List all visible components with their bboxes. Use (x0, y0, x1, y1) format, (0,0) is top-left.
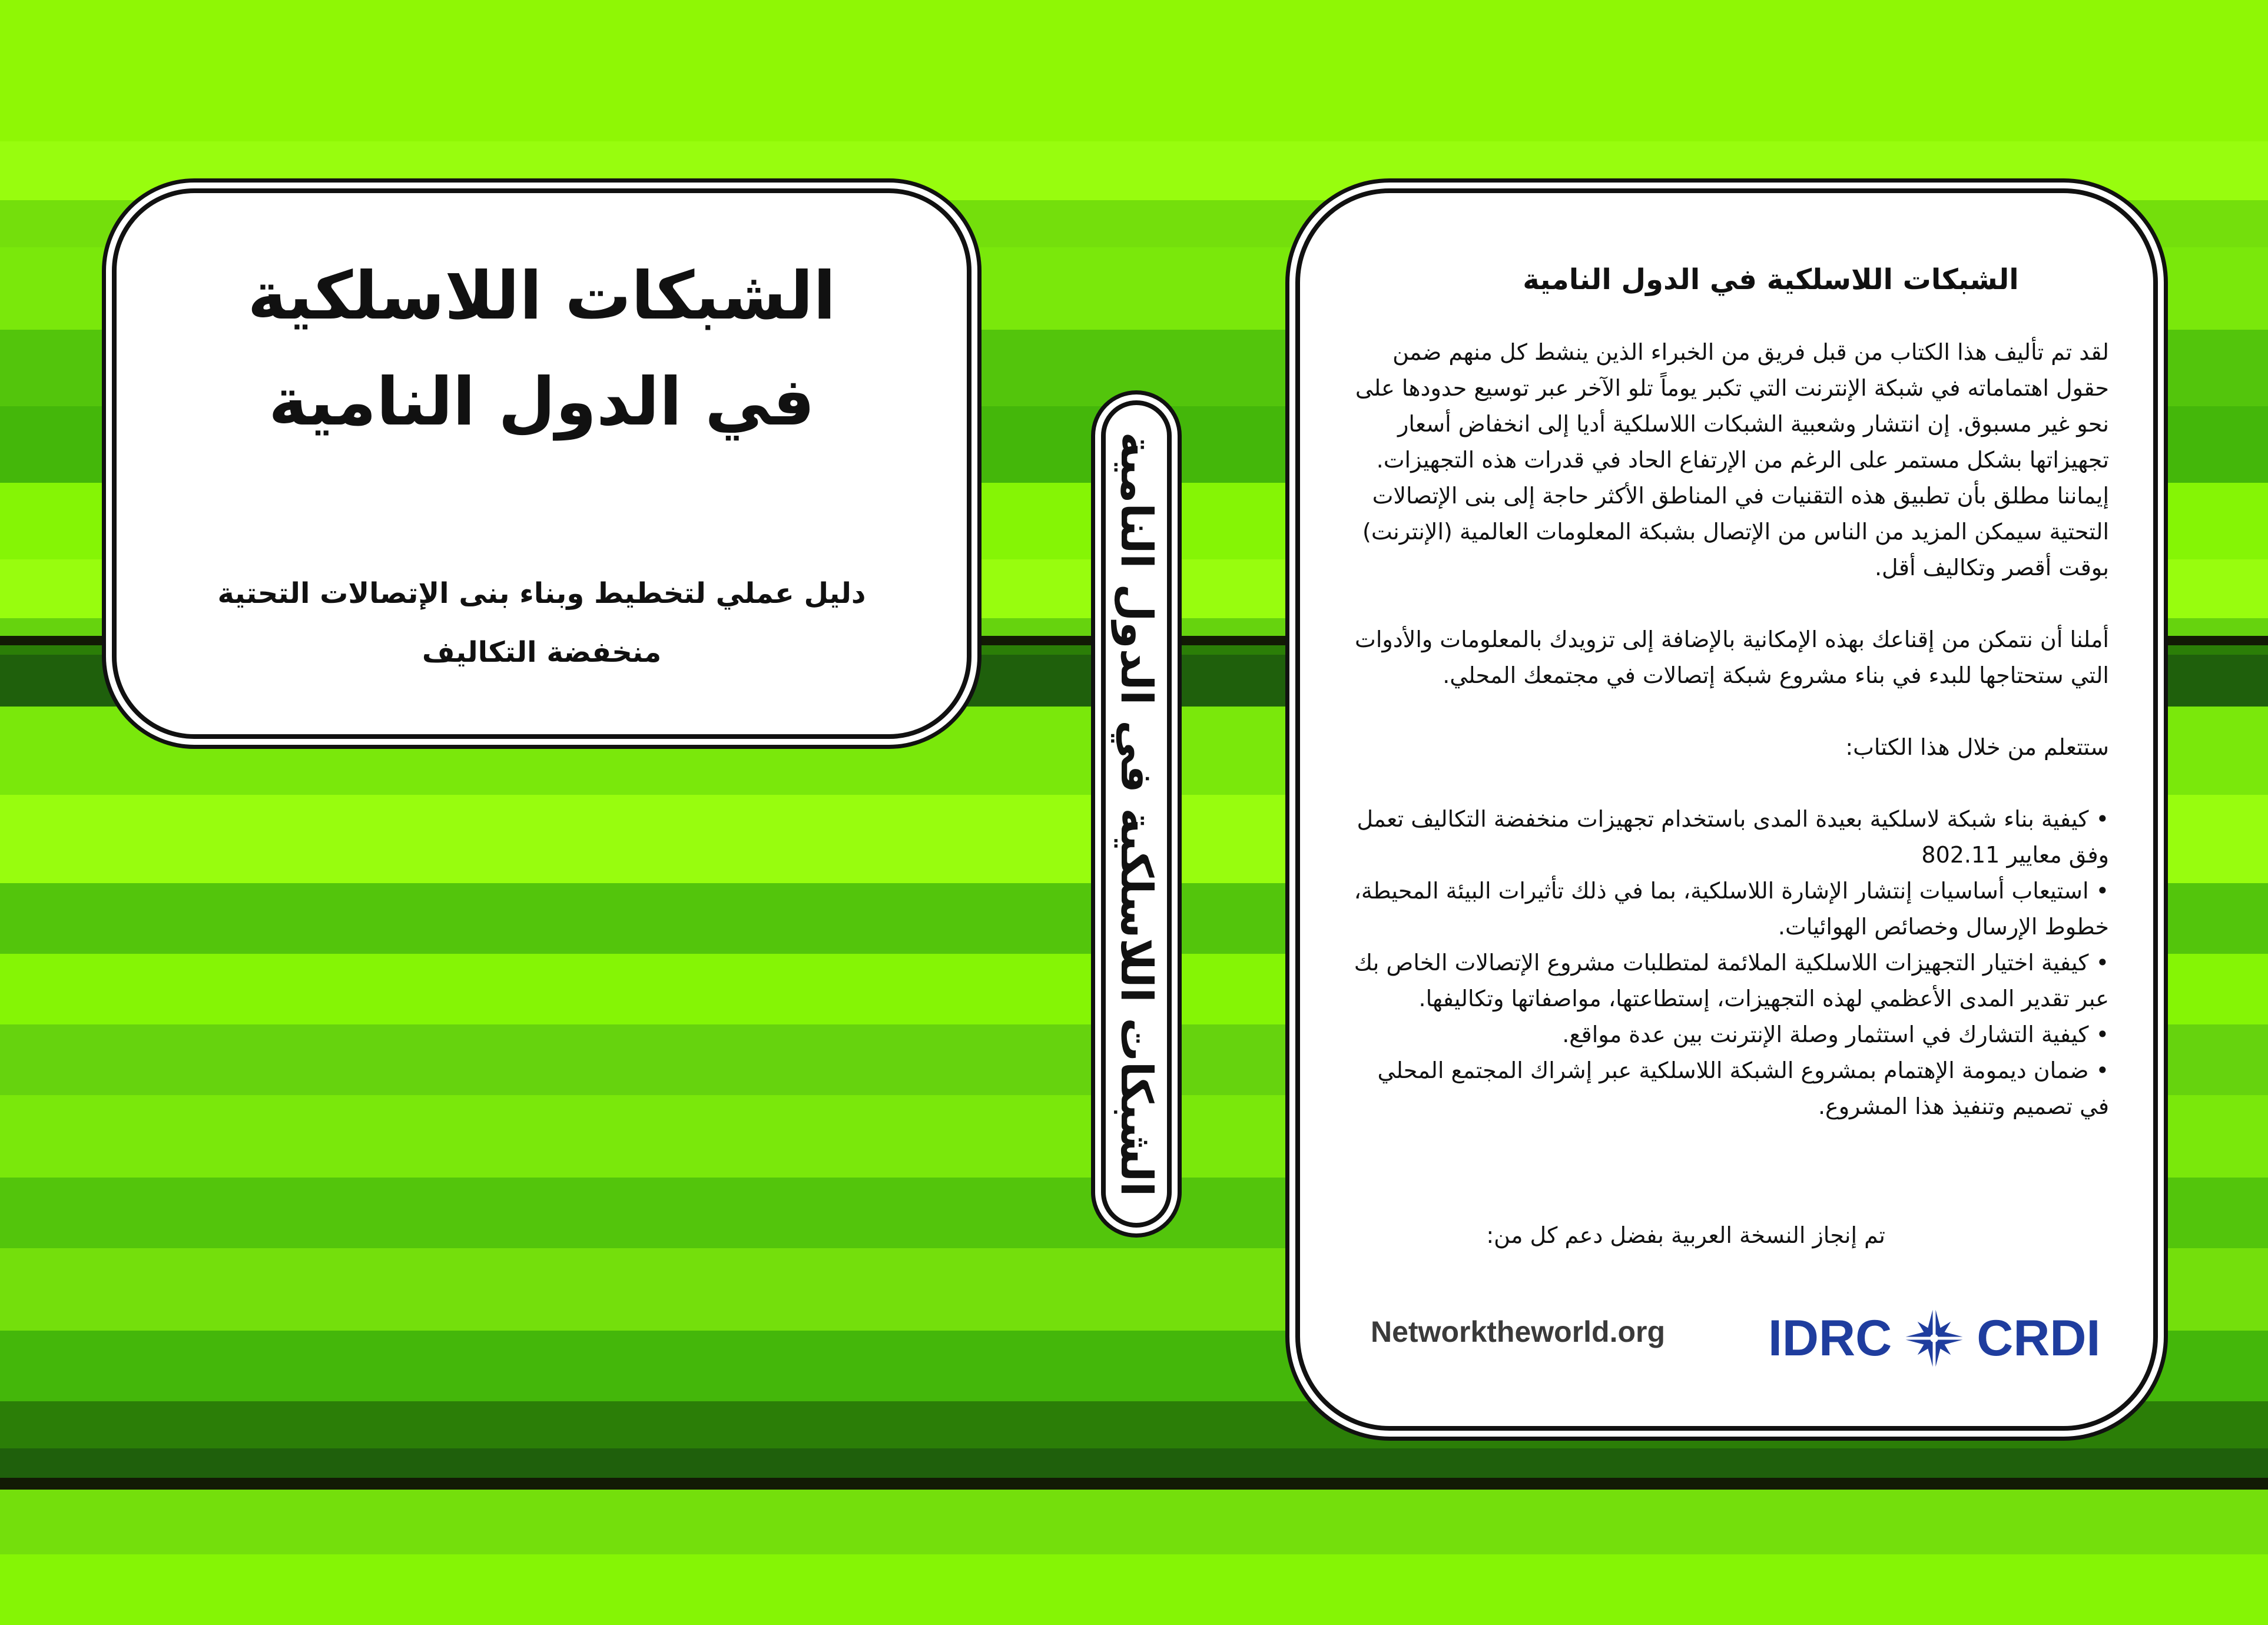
logo-idrc-text: IDRC (1768, 1309, 1892, 1367)
background-stripe (0, 0, 2268, 141)
hope-paragraph: أملنا أن نتمكن من إقناعك بهذه الإمكانية بالإضافة إلى تزويدك بالمعلومات والأدوات التي ستحتاجها للبدء في بناء مشروع شبكة إتصالات في مجتمعك المحلي. (1355, 626, 2109, 688)
spine-title: الشبكات اللاسلكية في الدول النامية (1111, 432, 1162, 1196)
intro-paragraph: لقد تم تأليف هذا الكتاب من قبل فريق من الخبراء الذين ينشط كل منهم ضمن حقول اهتماماته في شبكة الإنترنت التي تكبر يوماً تلو الآخر عبر توسيع حدودها على نحو غير مسبوق. إن انتشار وشعبية الشبكات اللاسلكية أديا إلى انخفاض أسعار تجهيزاتها بشكل مستمر على الرغم من الإرتفاع الحاد في قدرات هذه التجهيزات. إيماننا مطلق بأن تطبيق هذه التقنيات في المناطق الأكثر حاجة إلى بنى الإتصالات التحتية سيمكن المزيد من الناس من الإتصال بشبكة المعلومات العالمية (الإنترنت) بوقت أقصر وتكاليف أقل. (1355, 339, 2109, 581)
front-subtitle-line2: منخفضة التكاليف (422, 636, 662, 669)
front-cover-panel (112, 188, 971, 739)
list-item: • كيفية اختيار التجهيزات اللاسلكية الملائمة لمتطلبات مشروع الإتصالات الخاص بك عبر تقدير المدى الأعظمي لهذه التجهيزات، إستطاعتها، مواصفاتها وتكاليفها. (1354, 950, 2109, 1012)
back-title: الشبكات اللاسلكية في الدول النامية (1523, 263, 2019, 296)
website-link[interactable]: Networktheworld.org (1371, 1315, 1666, 1348)
list-item: • استيعاب أساسيات إنتشار الإشارة اللاسلكية، بما في ذلك تأثيرات البيئة المحيطة، خطوط الإرسال وخصائص الهوائيات. (1354, 878, 2109, 940)
background-stripe (0, 1554, 2268, 1625)
spine-panel (1101, 400, 1172, 1228)
list-item: • ضمان ديمومة الإهتمام بمشروع الشبكة اللاسلكية عبر إشراك المجتمع المحلي في تصميم وتنفيذ هذا المشروع. (1377, 1057, 2109, 1119)
list-item: • كيفية بناء شبكة لاسلكية بعيدة المدى باستخدام تجهيزات منخفضة التكاليف تعمل وفق معايير 802.11 (1357, 806, 2109, 868)
front-title-line1: الشبكات اللاسلكية (247, 258, 836, 334)
bullet-list (1341, 801, 2109, 1125)
list-item: • كيفية التشارك في استثمار وصلة الإنترنت بين عدة مواقع. (1562, 1022, 2109, 1047)
background-stripe (0, 1478, 2268, 1490)
background-stripe (0, 1490, 2268, 1554)
idrc-crdi-logo (1768, 1303, 2100, 1374)
credit-line: تم إنجاز النسخة العربية بفضل دعم كل من: (1486, 1222, 1885, 1248)
background-stripe (0, 1448, 2268, 1478)
front-title-line2: في الدول النامية (268, 364, 815, 440)
idrc-star-icon (1899, 1303, 1969, 1374)
logo-crdi-text: CRDI (1977, 1309, 2101, 1367)
back-body-text (1341, 334, 2109, 1125)
back-cover-panel (1295, 188, 2158, 1431)
learn-intro: ستتعلم من خلال هذا الكتاب: (1845, 734, 2109, 760)
front-subtitle-line1: دليل عملي لتخطيط وبناء بنى الإتصالات التحتية (217, 577, 866, 610)
